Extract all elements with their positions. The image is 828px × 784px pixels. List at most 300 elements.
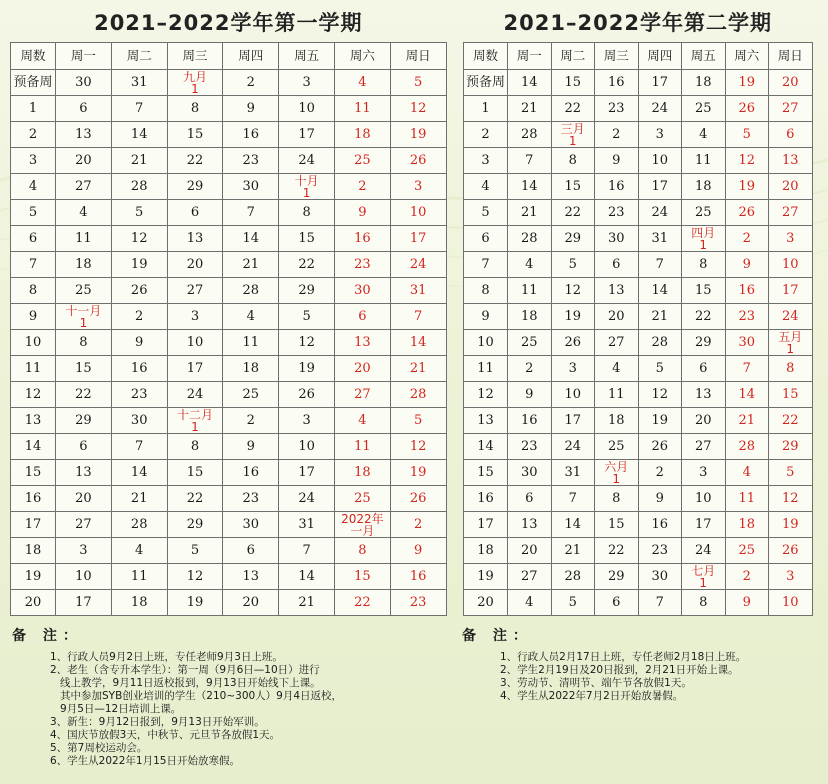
week-number: 20: [11, 590, 56, 616]
day-cell: 25: [508, 330, 552, 356]
month-label: 九月: [182, 69, 207, 84]
notes-section: [12, 630, 342, 768]
column-header: 周数: [11, 43, 56, 70]
day-cell: 18: [334, 460, 390, 486]
day-cell: 18: [508, 304, 552, 330]
month-label: 四月: [691, 225, 716, 240]
day-cell: 17: [167, 356, 223, 382]
day-cell: 9: [334, 200, 390, 226]
week-row: [11, 486, 447, 512]
day-cell: 8: [56, 330, 112, 356]
day-cell: 14: [725, 382, 769, 408]
day-cell: 24: [682, 538, 726, 564]
day-cell: 7: [638, 252, 682, 278]
day-cell: 24: [769, 304, 813, 330]
note-line: 3、劳动节、清明节、端午节各放假1天。: [500, 677, 692, 689]
day-cell: 3: [769, 226, 813, 252]
day-cell: 5: [551, 252, 595, 278]
week-number: 15: [464, 460, 508, 486]
week-row: [464, 200, 813, 226]
day-cell: 5: [390, 408, 446, 434]
week-row: [464, 96, 813, 122]
month-label: 十一月: [65, 303, 102, 318]
month-label: 六月: [604, 459, 629, 474]
day-cell: 9: [725, 590, 769, 616]
day-cell: 14: [111, 460, 167, 486]
day-cell: 20: [508, 538, 552, 564]
week-number: 7: [11, 252, 56, 278]
day-cell: 16: [223, 460, 279, 486]
notes-title: 备 注：: [12, 628, 83, 644]
week-number: 8: [464, 278, 508, 304]
week-row: [11, 200, 447, 226]
week-number: 5: [11, 200, 56, 226]
day-cell: 11: [111, 564, 167, 590]
note-line: 其中参加SYB创业培训的学生（210~300人）9月4日返校，: [50, 690, 343, 702]
day-cell: 8: [595, 486, 639, 512]
day-cell: 30: [111, 408, 167, 434]
day-cell: 28: [111, 174, 167, 200]
month-start-cell: [279, 174, 335, 200]
week-number: 预备周: [11, 70, 56, 96]
day-cell: 16: [595, 70, 639, 96]
day-cell: 12: [390, 434, 446, 460]
day-cell: 17: [551, 408, 595, 434]
week-number: 16: [464, 486, 508, 512]
month-day: 1: [191, 81, 199, 96]
calendar-table: [10, 42, 447, 616]
day-cell: 9: [111, 330, 167, 356]
week-number: 13: [464, 408, 508, 434]
day-cell: 14: [508, 70, 552, 96]
month-label: 十月: [294, 173, 319, 188]
day-cell: 7: [508, 148, 552, 174]
day-cell: 19: [390, 122, 446, 148]
day-cell: 20: [595, 304, 639, 330]
note-line: 4、国庆节放假3天，中秋节、元旦节各放假1天。: [50, 729, 281, 741]
day-cell: 13: [595, 278, 639, 304]
column-header: 周数: [464, 43, 508, 70]
day-cell: 31: [390, 278, 446, 304]
day-cell: 11: [334, 434, 390, 460]
week-row: [11, 434, 447, 460]
column-header: 周一: [56, 43, 112, 70]
day-cell: 12: [111, 226, 167, 252]
note-line: 1、行政人员9月2日上班，专任老师9月3日上班。: [50, 651, 283, 663]
day-cell: 10: [638, 148, 682, 174]
week-row: [464, 70, 813, 96]
day-cell: 2: [390, 512, 446, 538]
week-number: 17: [11, 512, 56, 538]
day-cell: 25: [682, 200, 726, 226]
day-cell: 17: [769, 278, 813, 304]
week-row: [11, 408, 447, 434]
column-header: 周四: [638, 43, 682, 70]
week-row: [464, 330, 813, 356]
day-cell: 21: [551, 538, 595, 564]
day-cell: 7: [725, 356, 769, 382]
day-cell: 16: [508, 408, 552, 434]
day-cell: 21: [390, 356, 446, 382]
day-cell: 20: [56, 486, 112, 512]
week-row: [11, 330, 447, 356]
day-cell: 7: [638, 590, 682, 616]
day-cell: 2: [223, 408, 279, 434]
day-cell: 28: [111, 512, 167, 538]
day-cell: 29: [682, 330, 726, 356]
day-cell: 29: [279, 278, 335, 304]
month-day: 1: [302, 185, 311, 200]
note-line: 1、行政人员2月17日上班，专任老师2月18日上班。: [500, 651, 747, 663]
day-cell: 28: [551, 564, 595, 590]
day-cell: 23: [725, 304, 769, 330]
day-cell: 2: [223, 70, 279, 96]
month-start-cell: [167, 408, 223, 434]
month-label: 五月: [778, 329, 803, 344]
day-cell: 3: [551, 356, 595, 382]
semester-title: 2021–2022学年第一学期: [94, 11, 363, 35]
week-row: [11, 226, 447, 252]
week-number: 12: [11, 382, 56, 408]
month-day: 1: [612, 471, 621, 486]
day-cell: 18: [725, 512, 769, 538]
day-cell: 31: [638, 226, 682, 252]
day-cell: 5: [725, 122, 769, 148]
day-cell: 27: [595, 330, 639, 356]
day-cell: 22: [595, 538, 639, 564]
day-cell: 22: [551, 200, 595, 226]
day-cell: 25: [223, 382, 279, 408]
day-cell: 25: [682, 96, 726, 122]
day-cell: 20: [223, 590, 279, 616]
week-row: [11, 512, 447, 538]
day-cell: 17: [638, 70, 682, 96]
day-cell: 27: [769, 200, 813, 226]
day-cell: 18: [682, 174, 726, 200]
week-number: 16: [11, 486, 56, 512]
day-cell: 25: [725, 538, 769, 564]
day-cell: 27: [167, 278, 223, 304]
day-cell: 15: [56, 356, 112, 382]
day-cell: 14: [508, 174, 552, 200]
day-cell: 13: [223, 564, 279, 590]
note-line: 4、学生从2022年7月2日开始放暑假。: [500, 690, 684, 702]
week-number: 18: [464, 538, 508, 564]
column-header: 周一: [508, 43, 552, 70]
day-cell: 20: [769, 70, 813, 96]
day-cell: 10: [769, 590, 813, 616]
month-start-cell: [682, 226, 726, 252]
day-cell: 26: [111, 278, 167, 304]
day-cell: 27: [508, 564, 552, 590]
day-cell: 5: [551, 590, 595, 616]
day-cell: 28: [638, 330, 682, 356]
day-cell: 13: [508, 512, 552, 538]
day-cell: 27: [334, 382, 390, 408]
week-number: 14: [464, 434, 508, 460]
day-cell: 4: [682, 122, 726, 148]
month-label: 三月: [560, 121, 585, 136]
week-row: [464, 278, 813, 304]
day-cell: 6: [334, 304, 390, 330]
day-cell: 12: [167, 564, 223, 590]
day-cell: 15: [769, 382, 813, 408]
month-day: 1: [699, 237, 708, 252]
day-cell: 6: [508, 486, 552, 512]
day-cell: 31: [551, 460, 595, 486]
day-cell: 25: [334, 486, 390, 512]
day-cell: 16: [223, 122, 279, 148]
day-cell: 30: [334, 278, 390, 304]
day-cell: 26: [279, 382, 335, 408]
header-row: [11, 43, 447, 70]
day-cell: 2: [111, 304, 167, 330]
day-cell: 28: [390, 382, 446, 408]
week-number: 9: [11, 304, 56, 330]
day-cell: 23: [334, 252, 390, 278]
day-cell: 2: [508, 356, 552, 382]
day-cell: 17: [279, 460, 335, 486]
day-cell: 11: [223, 330, 279, 356]
day-cell: 4: [334, 408, 390, 434]
day-cell: 16: [334, 226, 390, 252]
day-cell: 17: [279, 122, 335, 148]
day-cell: 26: [725, 96, 769, 122]
week-row: [464, 148, 813, 174]
week-row: [464, 226, 813, 252]
day-cell: 4: [334, 70, 390, 96]
week-row: [464, 304, 813, 330]
week-number: 3: [464, 148, 508, 174]
month-day: 1: [191, 419, 199, 434]
month-day: 一月: [350, 523, 375, 538]
header-row: [464, 43, 813, 70]
day-cell: 18: [595, 408, 639, 434]
day-cell: 30: [223, 174, 279, 200]
day-cell: 10: [551, 382, 595, 408]
note-line: 3、新生：9月12日报到，9月13日开始军训。: [50, 716, 265, 728]
day-cell: 21: [508, 200, 552, 226]
day-cell: 30: [725, 330, 769, 356]
month-start-cell: [167, 70, 223, 96]
month-day: 1: [699, 575, 708, 590]
day-cell: 29: [56, 408, 112, 434]
day-cell: 25: [595, 434, 639, 460]
day-cell: 19: [725, 174, 769, 200]
day-cell: 15: [167, 460, 223, 486]
day-cell: 12: [279, 330, 335, 356]
day-cell: 12: [769, 486, 813, 512]
day-cell: 24: [167, 382, 223, 408]
day-cell: 2: [725, 226, 769, 252]
day-cell: 5: [279, 304, 335, 330]
week-row: [464, 356, 813, 382]
week-number: 1: [464, 96, 508, 122]
day-cell: 4: [508, 590, 552, 616]
week-number: 8: [11, 278, 56, 304]
day-cell: 18: [56, 252, 112, 278]
week-row: [11, 460, 447, 486]
day-cell: 22: [682, 304, 726, 330]
day-cell: 22: [167, 148, 223, 174]
week-row: [464, 486, 813, 512]
column-header: 周五: [682, 43, 726, 70]
semester-1: [10, 8, 447, 616]
month-start-cell: [769, 330, 813, 356]
day-cell: 20: [682, 408, 726, 434]
week-number: 13: [11, 408, 56, 434]
note-line: 6、学生从2022年1月15日开始放寒假。: [50, 755, 240, 767]
day-cell: 8: [167, 434, 223, 460]
day-cell: 19: [551, 304, 595, 330]
day-cell: 11: [508, 278, 552, 304]
day-cell: 10: [56, 564, 112, 590]
day-cell: 10: [279, 96, 335, 122]
day-cell: 17: [682, 512, 726, 538]
day-cell: 21: [508, 96, 552, 122]
week-number: 2: [464, 122, 508, 148]
month-start-cell: [334, 512, 390, 538]
day-cell: 11: [682, 148, 726, 174]
week-number: 6: [11, 226, 56, 252]
day-cell: 14: [111, 122, 167, 148]
week-number: 7: [464, 252, 508, 278]
week-row: [11, 382, 447, 408]
week-row: [464, 382, 813, 408]
day-cell: 26: [390, 148, 446, 174]
month-day: 1: [79, 315, 88, 330]
day-cell: 9: [508, 382, 552, 408]
day-cell: 16: [595, 174, 639, 200]
day-cell: 24: [638, 200, 682, 226]
day-cell: 27: [56, 512, 112, 538]
notes-title: 备 注：: [462, 628, 533, 644]
day-cell: 27: [682, 434, 726, 460]
semester-2: [463, 8, 813, 616]
month-day: 1: [568, 133, 577, 148]
day-cell: 21: [725, 408, 769, 434]
day-cell: 19: [111, 252, 167, 278]
column-header: 周六: [725, 43, 769, 70]
day-cell: 8: [279, 200, 335, 226]
day-cell: 14: [390, 330, 446, 356]
day-cell: 8: [682, 252, 726, 278]
day-cell: 16: [111, 356, 167, 382]
day-cell: 23: [111, 382, 167, 408]
day-cell: 9: [725, 252, 769, 278]
day-cell: 24: [390, 252, 446, 278]
day-cell: 4: [111, 538, 167, 564]
day-cell: 30: [56, 70, 112, 96]
day-cell: 24: [551, 434, 595, 460]
note-line: 9月5日—12日培训上课。: [50, 703, 182, 715]
day-cell: 12: [725, 148, 769, 174]
day-cell: 18: [334, 122, 390, 148]
day-cell: 4: [223, 304, 279, 330]
day-cell: 5: [167, 538, 223, 564]
day-cell: 10: [390, 200, 446, 226]
day-cell: 22: [334, 590, 390, 616]
day-cell: 20: [769, 174, 813, 200]
day-cell: 24: [279, 486, 335, 512]
week-number: 1: [11, 96, 56, 122]
day-cell: 3: [279, 70, 335, 96]
day-cell: 27: [56, 174, 112, 200]
day-cell: 11: [725, 486, 769, 512]
note-line: 2、老生（含专升本学生）：第一周（9月6日—10日）进行: [50, 664, 320, 676]
day-cell: 7: [390, 304, 446, 330]
day-cell: 13: [682, 382, 726, 408]
day-cell: 22: [551, 96, 595, 122]
month-day: 1: [786, 341, 795, 356]
day-cell: 25: [56, 278, 112, 304]
day-cell: 2: [334, 174, 390, 200]
day-cell: 20: [334, 356, 390, 382]
day-cell: 26: [638, 434, 682, 460]
week-number: 11: [464, 356, 508, 382]
day-cell: 20: [167, 252, 223, 278]
note-line: 2、学生2月19日及20日报到，2月21日开始上课。: [500, 664, 739, 676]
day-cell: 16: [638, 512, 682, 538]
day-cell: 30: [595, 226, 639, 252]
day-cell: 6: [56, 96, 112, 122]
day-cell: 31: [279, 512, 335, 538]
semester-title: 2021–2022学年第二学期: [503, 11, 772, 35]
day-cell: 7: [551, 486, 595, 512]
month-start-cell: [551, 122, 595, 148]
day-cell: 29: [167, 174, 223, 200]
day-cell: 22: [167, 486, 223, 512]
day-cell: 23: [390, 590, 446, 616]
day-cell: 3: [682, 460, 726, 486]
day-cell: 2: [595, 122, 639, 148]
week-row: [11, 564, 447, 590]
day-cell: 7: [111, 434, 167, 460]
day-cell: 20: [56, 148, 112, 174]
column-header: 周六: [334, 43, 390, 70]
day-cell: 15: [167, 122, 223, 148]
day-cell: 7: [223, 200, 279, 226]
day-cell: 18: [223, 356, 279, 382]
day-cell: 19: [390, 460, 446, 486]
note-line: 线上教学，9月11日返校报到，9月13日开始线下上课。: [50, 677, 321, 689]
day-cell: 13: [56, 460, 112, 486]
day-cell: 17: [638, 174, 682, 200]
day-cell: 14: [551, 512, 595, 538]
day-cell: 6: [682, 356, 726, 382]
day-cell: 15: [334, 564, 390, 590]
day-cell: 12: [551, 278, 595, 304]
day-cell: 12: [390, 96, 446, 122]
day-cell: 21: [279, 590, 335, 616]
day-cell: 29: [167, 512, 223, 538]
day-cell: 2: [725, 564, 769, 590]
day-cell: 30: [638, 564, 682, 590]
month-start-cell: [56, 304, 112, 330]
day-cell: 9: [595, 148, 639, 174]
week-number: 12: [464, 382, 508, 408]
week-number: 10: [464, 330, 508, 356]
day-cell: 8: [334, 538, 390, 564]
day-cell: 13: [167, 226, 223, 252]
day-cell: 5: [769, 460, 813, 486]
column-header: 周二: [551, 43, 595, 70]
day-cell: 23: [638, 538, 682, 564]
column-header: 周三: [595, 43, 639, 70]
column-header: 周五: [279, 43, 335, 70]
month-start-cell: [682, 564, 726, 590]
day-cell: 19: [167, 590, 223, 616]
